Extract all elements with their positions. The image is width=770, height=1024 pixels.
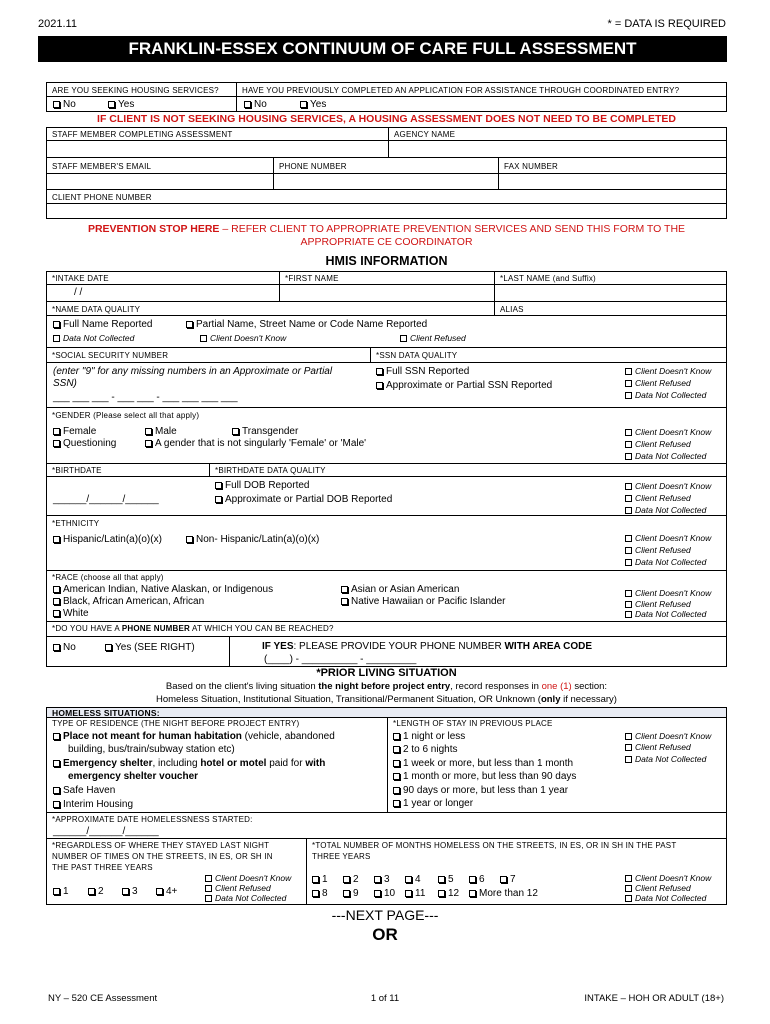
page-title: FRANKLIN-ESSEX CONTINUUM OF CARE FULL ASSESSMENT (38, 36, 727, 62)
phone-question-label: *DO YOU HAVE A PHONE NUMBER AT WHICH YOU CAN BE REACHED? (52, 624, 334, 633)
checkbox-icon (393, 733, 400, 740)
gender-doesnt-know-checkbox[interactable]: Client Doesn't Know (625, 427, 711, 437)
checkbox-icon (625, 392, 632, 399)
female-checkbox[interactable]: Female (53, 426, 96, 437)
full-dob-checkbox[interactable]: Full DOB Reported (215, 480, 309, 491)
checkbox-icon (145, 428, 152, 435)
form-version: 2021.11 (38, 18, 77, 30)
ethnicity-doesnt-know-checkbox[interactable]: Client Doesn't Know (625, 533, 711, 543)
gender-refused-checkbox[interactable]: Client Refused (625, 439, 691, 449)
non-singular-gender-checkbox[interactable]: A gender that is not singularly 'Female' or 'Male' (145, 438, 366, 449)
stay-2-6-nights-checkbox[interactable]: 2 to 6 nights (393, 744, 457, 755)
living-instructions-1: Based on the client's living situation the night before project entry, record responses in one (1) section: (165, 681, 608, 692)
checkbox-icon (343, 890, 350, 897)
partial-name-checkbox[interactable]: Partial Name, Street Name or Code Name Reported (186, 319, 427, 330)
race-american-indian-checkbox[interactable]: American Indian, Native Alaskan, or Indigenous (53, 584, 273, 595)
intake-date-label: *INTAKE DATE (52, 274, 109, 283)
times-refused-checkbox[interactable]: Client Refused (205, 883, 271, 893)
dob-not-collected-checkbox[interactable]: Data Not Collected (625, 505, 706, 515)
checkbox-icon (374, 876, 381, 883)
times-doesnt-know-checkbox[interactable]: Client Doesn't Know (205, 873, 291, 883)
race-white-checkbox[interactable]: White (53, 608, 89, 619)
race-asian-checkbox[interactable]: Asian or Asian American (341, 584, 459, 595)
has-phone-yes-checkbox[interactable]: Yes (SEE RIGHT) (105, 642, 195, 653)
checkbox-icon (625, 875, 632, 882)
footer-form-type: INTAKE – HOH OR ADULT (18+) (584, 993, 724, 1004)
months-refused-checkbox[interactable]: Client Refused (625, 883, 691, 893)
birthdate-label: *BIRTHDATE (52, 466, 102, 475)
checkbox-icon (469, 890, 476, 897)
hmis-heading: HMIS INFORMATION (325, 254, 448, 268)
transgender-checkbox[interactable]: Transgender (232, 426, 298, 437)
months-5-checkbox[interactable]: 5 (438, 874, 454, 885)
checkbox-icon (405, 890, 412, 897)
times-homeless-label-cont: NUMBER OF TIMES ON THE STREETS, IN ES, OR SH IN (52, 852, 273, 861)
required-note: * = DATA IS REQUIRED (607, 18, 726, 30)
has-phone-no-checkbox[interactable]: No (53, 642, 76, 653)
staff-member-label: STAFF MEMBER COMPLETING ASSESSMENT (52, 130, 233, 139)
ssn-doesnt-know-checkbox[interactable]: Client Doesn't Know (625, 366, 711, 376)
checkbox-icon (625, 507, 632, 514)
residence-not-meant-checkbox[interactable]: Place not meant for human habitation (vehicle, abandoned (53, 731, 335, 742)
checkbox-icon (625, 453, 632, 460)
client-phone-field[interactable] (47, 204, 726, 218)
checkbox-icon (341, 586, 348, 593)
months-8-checkbox[interactable]: 8 (312, 888, 328, 899)
stay-90-days-checkbox[interactable]: 90 days or more, but less than 1 year (393, 785, 568, 796)
checkbox-icon (232, 428, 239, 435)
race-not-collected-checkbox[interactable]: Data Not Collected (625, 609, 706, 619)
checkbox-icon (108, 101, 115, 108)
previous-yes-checkbox[interactable]: Yes (300, 99, 326, 110)
prior-living-heading: *PRIOR LIVING SITUATION (316, 667, 457, 679)
checkbox-icon (122, 888, 129, 895)
checkbox-icon (625, 380, 632, 387)
times-3-checkbox[interactable]: 3 (122, 886, 138, 897)
fax-number-label: FAX NUMBER (504, 162, 559, 171)
phone-number-label: PHONE NUMBER (279, 162, 347, 171)
ssn-hint-cont: SSN) (53, 378, 77, 389)
checkbox-icon (186, 321, 193, 328)
months-12-checkbox[interactable]: 12 (438, 888, 459, 899)
months-11-checkbox[interactable]: 11 (405, 888, 425, 899)
homeless-situations-label: HOMELESS SITUATIONS: (52, 708, 160, 718)
checkbox-icon (53, 101, 60, 108)
checkbox-icon (200, 335, 207, 342)
checkbox-icon (625, 744, 632, 751)
checkbox-icon (53, 321, 60, 328)
race-doesnt-know-checkbox[interactable]: Client Doesn't Know (625, 588, 711, 598)
client-phone-label: CLIENT PHONE NUMBER (52, 193, 152, 202)
checkbox-icon (53, 440, 60, 447)
ssn-label: *SOCIAL SECURITY NUMBER (52, 351, 169, 360)
checkbox-icon (400, 335, 407, 342)
seeking-no-checkbox[interactable]: No (53, 99, 76, 110)
ssn-refused-checkbox[interactable]: Client Refused (625, 378, 691, 388)
checkbox-icon (343, 876, 350, 883)
checkbox-icon (53, 610, 60, 617)
staff-email-label: STAFF MEMBER'S EMAIL (52, 162, 152, 171)
client-phone-number-field[interactable]: (____) - __________ - _________ (264, 654, 417, 665)
checkbox-icon (215, 482, 222, 489)
prevention-notice: PREVENTION STOP HERE – REFER CLIENT TO APPROPRIATE PREVENTION SERVICES AND SEND THIS FORM TO THE APPROPRIATE CE COORDINATOR (87, 223, 686, 248)
checkbox-icon (312, 876, 319, 883)
staff-member-field[interactable] (47, 141, 726, 156)
months-3-checkbox[interactable]: 3 (374, 874, 390, 885)
or-label: OR (372, 925, 398, 944)
checkbox-icon (393, 787, 400, 794)
checkbox-icon (53, 536, 60, 543)
living-instructions-2: Homeless Situation, Institutional Situation, Transitional/Permanent Situation, OR Unknown (only if necessary) (156, 694, 617, 705)
checkbox-icon (205, 885, 212, 892)
checkbox-icon (393, 773, 400, 780)
checkbox-icon (215, 496, 222, 503)
checkbox-icon (438, 876, 445, 883)
checkbox-icon (625, 756, 632, 763)
checkbox-icon (405, 876, 412, 883)
approx-ssn-checkbox[interactable]: Approximate or Partial SSN Reported (376, 380, 552, 391)
checkbox-icon (53, 733, 60, 740)
checkbox-icon (625, 590, 632, 597)
first-name-label: *FIRST NAME (285, 274, 339, 283)
residence-safe-haven-checkbox[interactable]: Safe Haven (53, 785, 115, 796)
checkbox-icon (469, 876, 476, 883)
full-ssn-checkbox[interactable]: Full SSN Reported (376, 366, 469, 377)
checkbox-icon (625, 601, 632, 608)
stay-not-collected-checkbox[interactable]: Data Not Collected (625, 754, 706, 764)
months-2-checkbox[interactable]: 2 (343, 874, 359, 885)
checkbox-icon (393, 746, 400, 753)
checkbox-icon (53, 335, 60, 342)
approx-dob-checkbox[interactable]: Approximate or Partial DOB Reported (215, 494, 392, 505)
checkbox-icon (341, 598, 348, 605)
seeking-yes-checkbox[interactable]: Yes (108, 99, 134, 110)
checkbox-icon (376, 382, 383, 389)
residence-interim-housing-checkbox[interactable]: Interim Housing (53, 799, 133, 810)
checkbox-icon (625, 429, 632, 436)
race-label: *RACE (choose all that apply) (52, 573, 164, 582)
not-seeking-warning: IF CLIENT IS NOT SEEKING HOUSING SERVICES, A HOUSING ASSESSMENT DOES NOT NEED TO BE COMPLETED (97, 113, 676, 125)
ssn-field[interactable]: ___ ___ ___ - ___ ___ - ___ ___ ___ ___ (53, 392, 238, 403)
checkbox-icon (625, 559, 632, 566)
checkbox-icon (625, 441, 632, 448)
checkbox-icon (53, 760, 60, 767)
residence-emergency-shelter-checkbox[interactable]: Emergency shelter, including hotel or motel paid for with (53, 758, 325, 769)
checkbox-icon (625, 483, 632, 490)
checkbox-icon (625, 611, 632, 618)
race-black-checkbox[interactable]: Black, African American, African (53, 596, 204, 607)
ethnicity-refused-checkbox[interactable]: Client Refused (625, 545, 691, 555)
residence-type-label: TYPE OF RESIDENCE (THE NIGHT BEFORE PROJECT ENTRY) (52, 719, 300, 728)
intake-date-field[interactable]: / / (74, 287, 83, 298)
gender-not-collected-checkbox[interactable]: Data Not Collected (625, 451, 706, 461)
checkbox-icon (300, 101, 307, 108)
staff-email-field[interactable] (47, 174, 726, 188)
ethnicity-not-collected-checkbox[interactable]: Data Not Collected (625, 557, 706, 567)
months-6-checkbox[interactable]: 6 (469, 874, 485, 885)
checkbox-icon (53, 428, 60, 435)
if-yes-instruction: IF YES: PLEASE PROVIDE YOUR PHONE NUMBER WITH AREA CODE (262, 641, 593, 652)
residence-not-meant-detail: building, bus/train/subway station etc) (68, 744, 235, 755)
hispanic-checkbox[interactable]: Hispanic/Latin(a)(o)(x) (53, 534, 162, 545)
checkbox-icon (376, 368, 383, 375)
months-more-than-12-checkbox[interactable]: More than 12 (469, 888, 538, 899)
months-7-checkbox[interactable]: 7 (500, 874, 516, 885)
non-hispanic-checkbox[interactable]: Non- Hispanic/Latin(a)(o)(x) (186, 534, 319, 545)
checkbox-icon (625, 535, 632, 542)
ethnicity-label: *ETHNICITY (52, 519, 100, 528)
residence-emergency-shelter-detail: emergency shelter voucher (68, 771, 199, 782)
checkbox-icon (53, 598, 60, 605)
checkbox-icon (53, 586, 60, 593)
checkbox-icon (53, 888, 60, 895)
race-refused-checkbox[interactable]: Client Refused (625, 599, 691, 609)
checkbox-icon (438, 890, 445, 897)
footer-form-id: NY – 520 CE Assessment (48, 993, 158, 1004)
checkbox-icon (625, 733, 632, 740)
times-4plus-checkbox[interactable]: 4+ (156, 886, 177, 897)
months-10-checkbox[interactable]: 10 (374, 888, 395, 899)
months-not-collected-checkbox[interactable]: Data Not Collected (625, 893, 706, 903)
page-number: 1 of 11 (370, 993, 400, 1004)
checkbox-icon (500, 876, 507, 883)
stay-doesnt-know-checkbox[interactable]: Client Doesn't Know (625, 731, 711, 741)
race-pacific-islander-checkbox[interactable]: Native Hawaiian or Pacific Islander (341, 596, 506, 607)
checkbox-icon (88, 888, 95, 895)
checkbox-icon (205, 875, 212, 882)
checkbox-icon (625, 895, 632, 902)
checkbox-icon (53, 801, 60, 808)
full-name-checkbox[interactable]: Full Name Reported (53, 319, 152, 330)
months-homeless-label-cont: THREE YEARS (312, 852, 371, 861)
dob-quality-label: *BIRTHDATE DATA QUALITY (215, 466, 326, 475)
name-refused-checkbox[interactable]: Client Refused (400, 333, 466, 343)
ssn-not-collected-checkbox[interactable]: Data Not Collected (625, 390, 706, 400)
name-quality-label: *NAME DATA QUALITY (52, 305, 141, 314)
dob-doesnt-know-checkbox[interactable]: Client Doesn't Know (625, 481, 711, 491)
male-checkbox[interactable]: Male (145, 426, 177, 437)
checkbox-icon (374, 890, 381, 897)
times-homeless-label-end: THE PAST THREE YEARS (52, 863, 153, 872)
checkbox-icon (244, 101, 251, 108)
times-2-checkbox[interactable]: 2 (88, 886, 104, 897)
approx-date-label: *APPROXIMATE DATE HOMELESSNESS STARTED: (52, 815, 253, 824)
checkbox-icon (625, 368, 632, 375)
times-homeless-label: *REGARDLESS OF WHERE THEY STAYED LAST NIGHT (52, 841, 270, 850)
checkbox-icon (105, 644, 112, 651)
stay-1-year-checkbox[interactable]: 1 year or longer (393, 798, 473, 809)
next-page-label: ---NEXT PAGE--- (331, 907, 439, 923)
alias-label: ALIAS (500, 305, 524, 314)
months-doesnt-know-checkbox[interactable]: Client Doesn't Know (625, 873, 711, 883)
checkbox-icon (393, 760, 400, 767)
checkbox-icon (625, 885, 632, 892)
previous-no-checkbox[interactable]: No (244, 99, 267, 110)
stay-1-week-checkbox[interactable]: 1 week or more, but less than 1 month (393, 758, 573, 769)
previous-application-label: HAVE YOU PREVIOUSLY COMPLETED AN APPLICATION FOR ASSISTANCE THROUGH COORDINATED ENTRY? (242, 86, 680, 95)
birthdate-field[interactable]: ______/______/______ (53, 494, 159, 505)
times-1-checkbox[interactable]: 1 (53, 886, 69, 897)
months-4-checkbox[interactable]: 4 (405, 874, 421, 885)
length-of-stay-label: *LENGTH OF STAY IN PREVIOUS PLACE (393, 719, 553, 728)
name-not-collected-checkbox[interactable]: Data Not Collected (53, 333, 134, 343)
gender-label: *GENDER (Please select all that apply) (52, 411, 200, 420)
checkbox-icon (625, 547, 632, 554)
checkbox-icon (393, 800, 400, 807)
checkbox-icon (156, 888, 163, 895)
questioning-checkbox[interactable]: Questioning (53, 438, 116, 449)
approx-date-field[interactable]: ______/______/______ (53, 826, 159, 837)
months-homeless-label: *TOTAL NUMBER OF MONTHS HOMELESS ON THE STREETS, IN ES, OR IN SH IN THE PAST (312, 841, 677, 850)
seeking-housing-label: ARE YOU SEEKING HOUSING SERVICES? (52, 86, 219, 95)
ssn-quality-label: *SSN DATA QUALITY (376, 351, 458, 360)
checkbox-icon (145, 440, 152, 447)
stay-1-night-checkbox[interactable]: 1 night or less (393, 731, 465, 742)
stay-1-month-checkbox[interactable]: 1 month or more, but less than 90 days (393, 771, 576, 782)
checkbox-icon (205, 895, 212, 902)
agency-name-label: AGENCY NAME (394, 130, 456, 139)
checkbox-icon (53, 644, 60, 651)
checkbox-icon (312, 890, 319, 897)
name-doesnt-know-checkbox[interactable]: Client Doesn't Know (200, 333, 286, 343)
checkbox-icon (625, 495, 632, 502)
times-not-collected-checkbox[interactable]: Data Not Collected (205, 893, 286, 903)
checkbox-icon (186, 536, 193, 543)
stay-refused-checkbox[interactable]: Client Refused (625, 742, 691, 752)
months-1-checkbox[interactable]: 1 (312, 874, 328, 885)
ssn-hint: (enter "9" for any missing numbers in an Approximate or Partial (53, 366, 333, 377)
checkbox-icon (53, 787, 60, 794)
dob-refused-checkbox[interactable]: Client Refused (625, 493, 691, 503)
months-9-checkbox[interactable]: 9 (343, 888, 359, 899)
last-name-label: *LAST NAME (and Suffix) (500, 274, 596, 283)
